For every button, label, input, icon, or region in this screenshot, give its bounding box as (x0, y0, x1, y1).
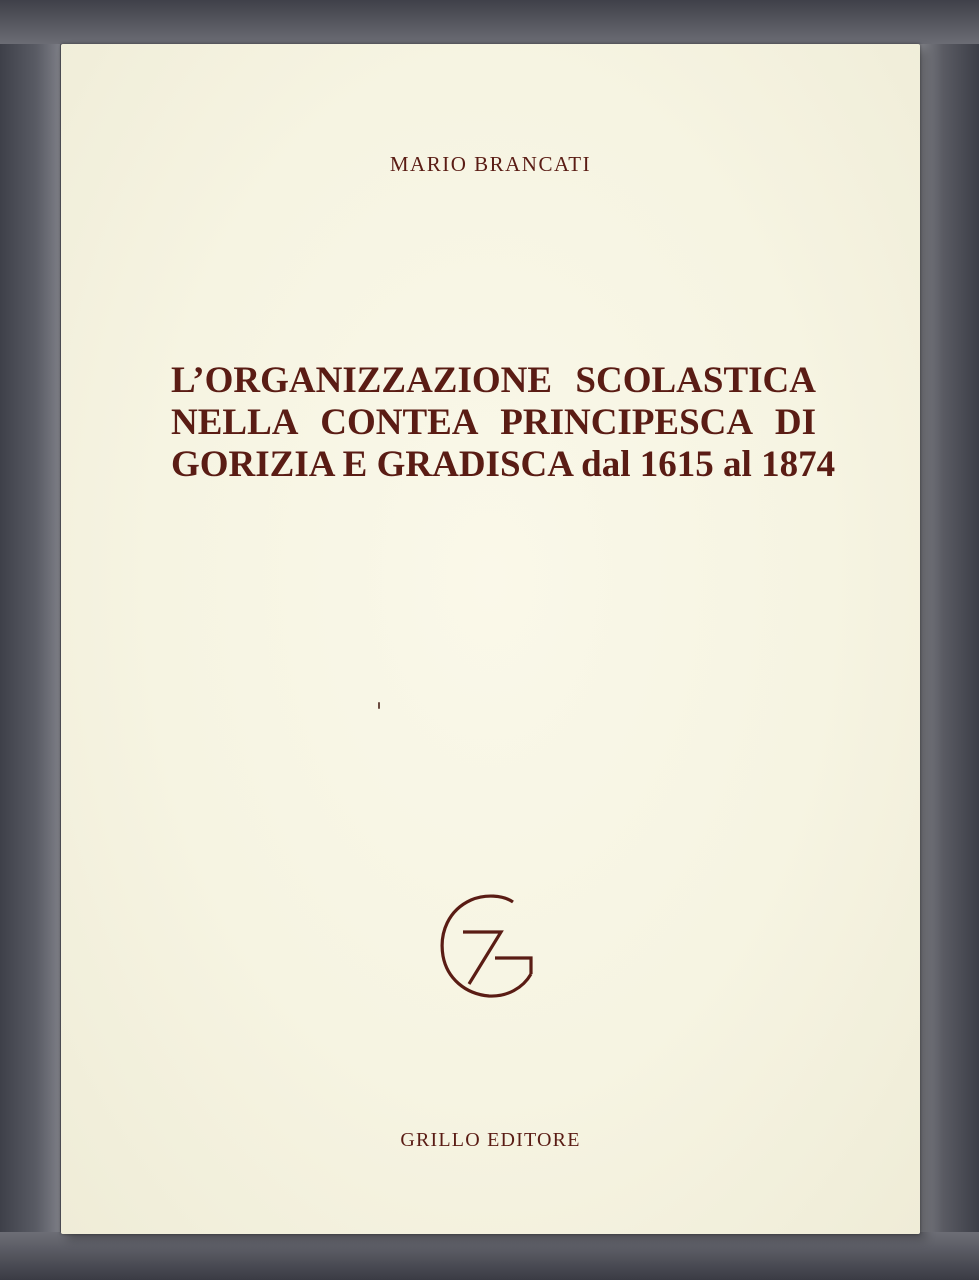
grillo-editore-monogram-icon (435, 892, 541, 1004)
title-line-2: NELLA CONTEA PRINCIPESCA DI (171, 402, 816, 443)
stray-ink-mark (378, 702, 380, 709)
scan-background-bottom (0, 1232, 979, 1280)
title-line-3: GORIZIA E GRADISCA dal 1615 al 1874 (171, 444, 836, 485)
scan-background-left (0, 0, 60, 1280)
author-name: MARIO BRANCATI (389, 152, 592, 176)
book-cover (61, 44, 920, 1234)
scan-background-right (919, 0, 979, 1280)
scan-background-top (0, 0, 979, 44)
title-line-1: L’ORGANIZZAZIONE SCOLASTICA (171, 360, 816, 401)
publisher-name: GRILLO EDITORE (400, 1129, 581, 1151)
book-title (171, 360, 836, 486)
